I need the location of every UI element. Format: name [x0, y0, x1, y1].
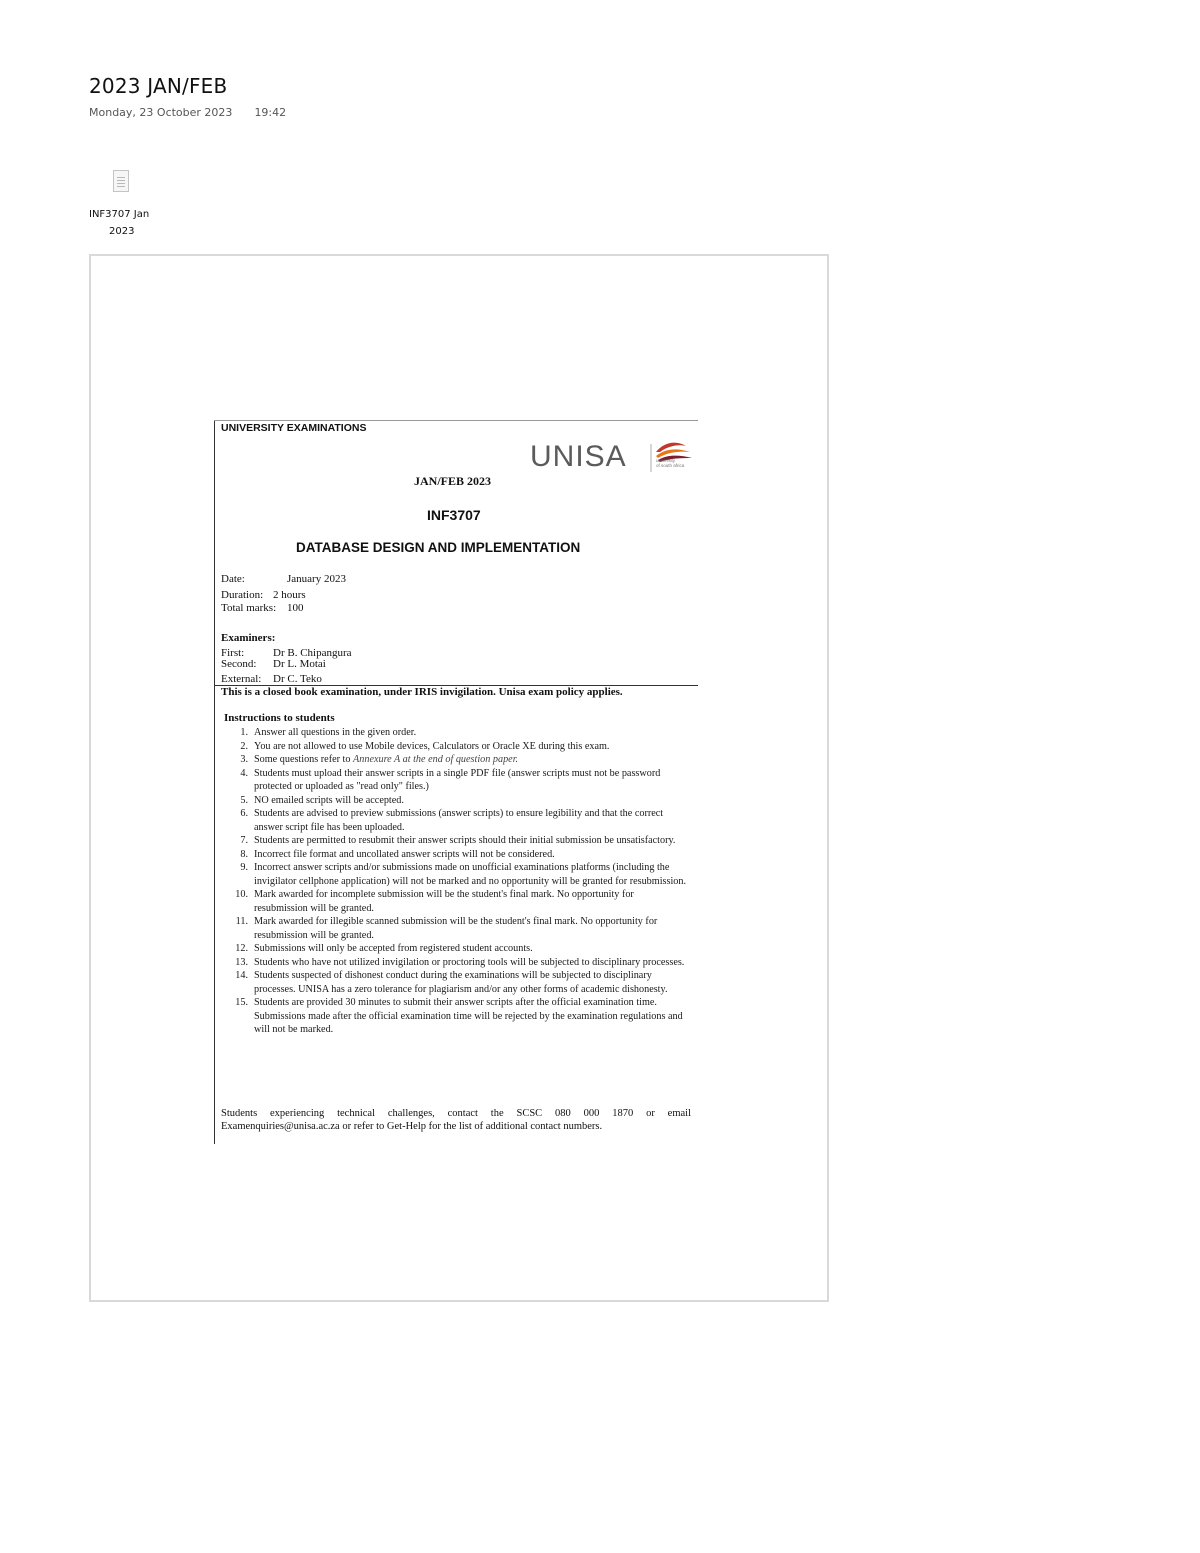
attachment-label-line2: 2023	[109, 226, 135, 237]
examiner-second-row	[221, 658, 326, 670]
list-item: 7. Students are permitted to resubmit their answer scripts should their initial submission be unsatisfactory.	[240, 835, 676, 846]
list-item: 2. You are not allowed to use Mobile devices, Calculators or Oracle XE during this exam.	[240, 740, 610, 752]
list-item: 6. Students are advised to preview submissions (answer scripts) to ensure legibility and that the correct answer script file has been uploaded.	[240, 808, 664, 833]
exam-duration-row	[221, 589, 306, 601]
note-title: 2023 JAN/FEB	[89, 74, 228, 98]
list-item: 11. Mark awarded for illegible scanned submission will be the student's final mark. No opportunity for resubmission will be granted.	[235, 916, 658, 941]
instructions-list	[214, 726, 694, 1037]
exam-header: UNIVERSITY EXAMINATIONS	[221, 422, 367, 434]
list-item: 4. Students must upload their answer scripts in a single PDF file (answer scripts must not be password protected or uploaded as "read only" files.)	[240, 767, 661, 792]
closed-book-notice: This is a closed book examination, under IRIS invigilation. Unisa exam policy applies.	[221, 686, 623, 698]
course-code: INF3707	[427, 507, 481, 523]
list-item: 14. Students suspected of dishonest conduct during the examinations will be subjected to disciplinary processes. UNISA has a zero tolerance for plagiarism and/or any other forms of academic dishonesty.	[235, 970, 668, 995]
date-label: Date:	[221, 573, 245, 585]
list-item: 8. Incorrect file format and uncollated answer scripts will not be considered.	[240, 848, 555, 860]
list-item: 5. NO emailed scripts will be accepted.	[240, 794, 404, 806]
examiner-first-value: Dr B. Chipangura	[273, 647, 352, 659]
course-name: DATABASE DESIGN AND IMPLEMENTATION	[296, 540, 581, 555]
attachment-label[interactable]	[86, 206, 158, 240]
exam-cover-page	[214, 420, 698, 1144]
list-item: 15. Students are provided 30 minutes to submit their answer scripts after the official examination time. Submissions made after the official examination time will be rejected by the examination regulations and will not be marked.	[235, 997, 683, 1035]
exam-session: JAN/FEB 2023	[414, 474, 492, 488]
list-item: 9. Incorrect answer scripts and/or submissions made on unofficial examinations platforms (including the invigilator cellphone application) will not be marked and no opportunity will be granted for resubmission.	[240, 862, 687, 887]
attachment-label-line1: INF3707 Jan	[89, 209, 150, 220]
examiner-external-value: Dr C. Teko	[273, 673, 322, 685]
examiner-external-label: External:	[221, 673, 262, 685]
page-top-rule	[214, 420, 698, 421]
list-item: 12. Submissions will only be accepted from registered student accounts.	[235, 943, 533, 954]
marks-label: Total marks:	[221, 602, 277, 614]
duration-label: Duration:	[221, 589, 264, 601]
exam-marks-row	[221, 602, 304, 614]
pdf-attachment[interactable]	[86, 170, 158, 240]
file-icon[interactable]	[113, 170, 129, 192]
list-item: 3. Some questions refer to Annexure A at the end of question paper.	[240, 754, 519, 765]
unisa-logo	[530, 438, 690, 478]
examiner-external-row	[221, 673, 322, 685]
logo-subtext: university of south africa	[656, 458, 685, 468]
list-item: 1. Answer all questions in the given order.	[240, 727, 417, 738]
examiner-second-value: Dr L. Motai	[273, 658, 326, 670]
list-item: 10. Mark awarded for incomplete submission will be the student's final mark. No opportunity for resubmission will be granted.	[235, 889, 634, 914]
logo-wordmark: UNISA	[530, 440, 627, 473]
exam-date-row	[221, 573, 346, 585]
date-value: January 2023	[287, 573, 346, 585]
examiner-second-label: Second:	[221, 658, 257, 670]
examiner-first-label: First:	[221, 647, 245, 659]
note-date: Monday, 23 October 2023	[89, 106, 233, 119]
duration-value: 2 hours	[273, 589, 306, 601]
list-item: 13. Students who have not utilized invigilation or proctoring tools will be subjected to disciplinary processes.	[235, 956, 685, 968]
examiners-heading: Examiners:	[221, 632, 276, 644]
marks-value: 100	[287, 602, 304, 614]
contact-note: Students experiencing technical challenges, contact the SCSC 080 000 1870 or email Examenquiries@unisa.ac.za or refer to Get-Help for the list of additional contact numbers.	[221, 1108, 691, 1132]
instructions-heading: Instructions to students	[224, 712, 335, 724]
note-time: 19:42	[254, 106, 287, 119]
note-timestamp	[89, 106, 286, 119]
